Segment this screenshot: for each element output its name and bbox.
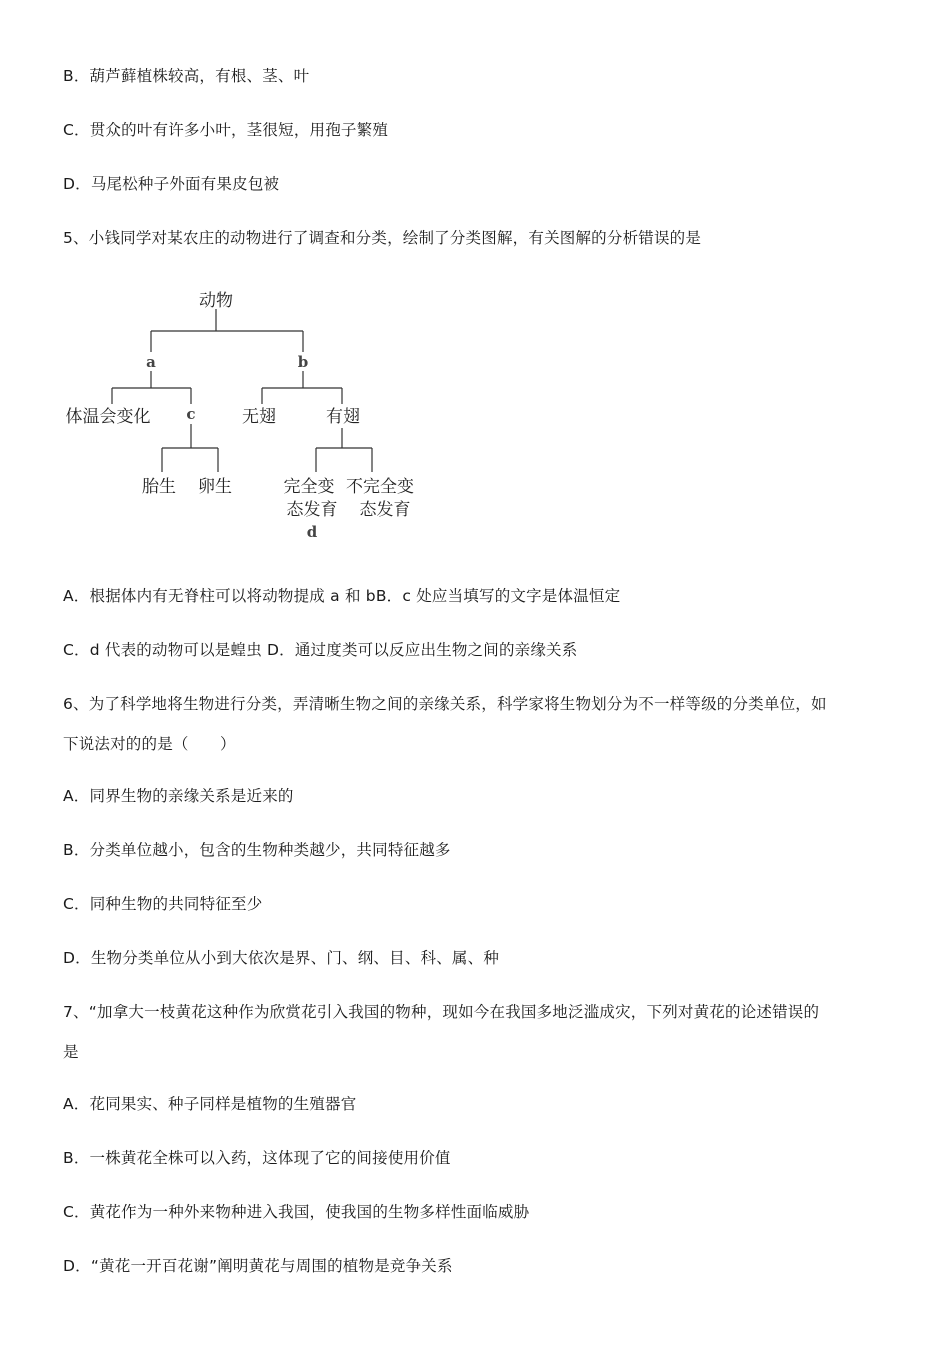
- question-6-option-a: A．同界生物的亲缘关系是近来的: [63, 787, 294, 805]
- question-5-options-cd: C．d 代表的动物可以是蝗虫 D．通过度类可以反应出生物之间的亲缘关系: [63, 641, 578, 659]
- node-incomplete-line2: 态发育: [359, 500, 411, 520]
- question-7-option-a: A．花同果实、种子同样是植物的生殖器官: [63, 1095, 357, 1113]
- node-oviparous: 卵生: [198, 477, 232, 497]
- node-complete-line2: 态发育: [286, 500, 338, 520]
- node-a: a: [146, 353, 156, 371]
- node-no-wings: 无翅: [242, 407, 276, 427]
- node-c: c: [186, 405, 196, 423]
- question-7-option-b: B．一株黄花全株可以入药，这体现了它的间接使用价值: [63, 1149, 451, 1167]
- node-incomplete-line1: 不完全变: [346, 477, 414, 497]
- node-d: d: [306, 523, 318, 541]
- question-5-options-ab: A．根据体内有无脊柱可以将动物提成 a 和 bB．c 处应当填写的文字是体温恒定: [63, 587, 621, 605]
- option-b-moss: B．葫芦藓植株较高，有根、茎、叶: [63, 67, 310, 85]
- node-b: b: [297, 353, 309, 371]
- node-temp-varies: 体温会变化: [65, 407, 151, 427]
- question-7-option-c: C．黄花作为一种外来物种进入我国，使我国的生物多样性面临威胁: [63, 1203, 530, 1221]
- question-6-stem-line2: 下说法对的的是（ ）: [63, 735, 236, 753]
- question-6-option-c: C．同种生物的共同特征至少: [63, 895, 263, 913]
- question-5-stem: 5、小钱同学对某农庄的动物进行了调查和分类，绘制了分类图解，有关图解的分析错误的是: [63, 229, 702, 247]
- option-c-fern: C．贯众的叶有许多小叶，茎很短，用孢子繁殖: [63, 121, 389, 139]
- question-6-option-b: B．分类单位越小，包含的生物种类越少，共同特征越多: [63, 841, 451, 859]
- question-7-stem-line2: 是: [63, 1043, 79, 1061]
- option-d-pine: D．马尾松种子外面有果皮包被: [63, 175, 280, 193]
- node-animals: 动物: [199, 291, 233, 311]
- node-viviparous: 胎生: [142, 477, 176, 497]
- question-6-option-d: D．生物分类单位从小到大依次是界、门、纲、目、科、属、种: [63, 949, 500, 967]
- node-complete-line1: 完全变: [283, 477, 335, 497]
- question-7-stem-line1: 7、“加拿大一枝黄花这种作为欣赏花引入我国的物种，现如今在我国多地泛滥成灾，下列对黄花的论述错误的: [63, 1003, 820, 1021]
- node-wings: 有翅: [326, 407, 360, 427]
- question-7-option-d: D．“黄花一开百花谢”阐明黄花与周围的植物是竞争关系: [63, 1257, 453, 1275]
- question-6-stem-line1: 6、为了科学地将生物进行分类，弄清晰生物之间的亲缘关系，科学家将生物划分为不一样等级的分类单位，如: [63, 695, 827, 713]
